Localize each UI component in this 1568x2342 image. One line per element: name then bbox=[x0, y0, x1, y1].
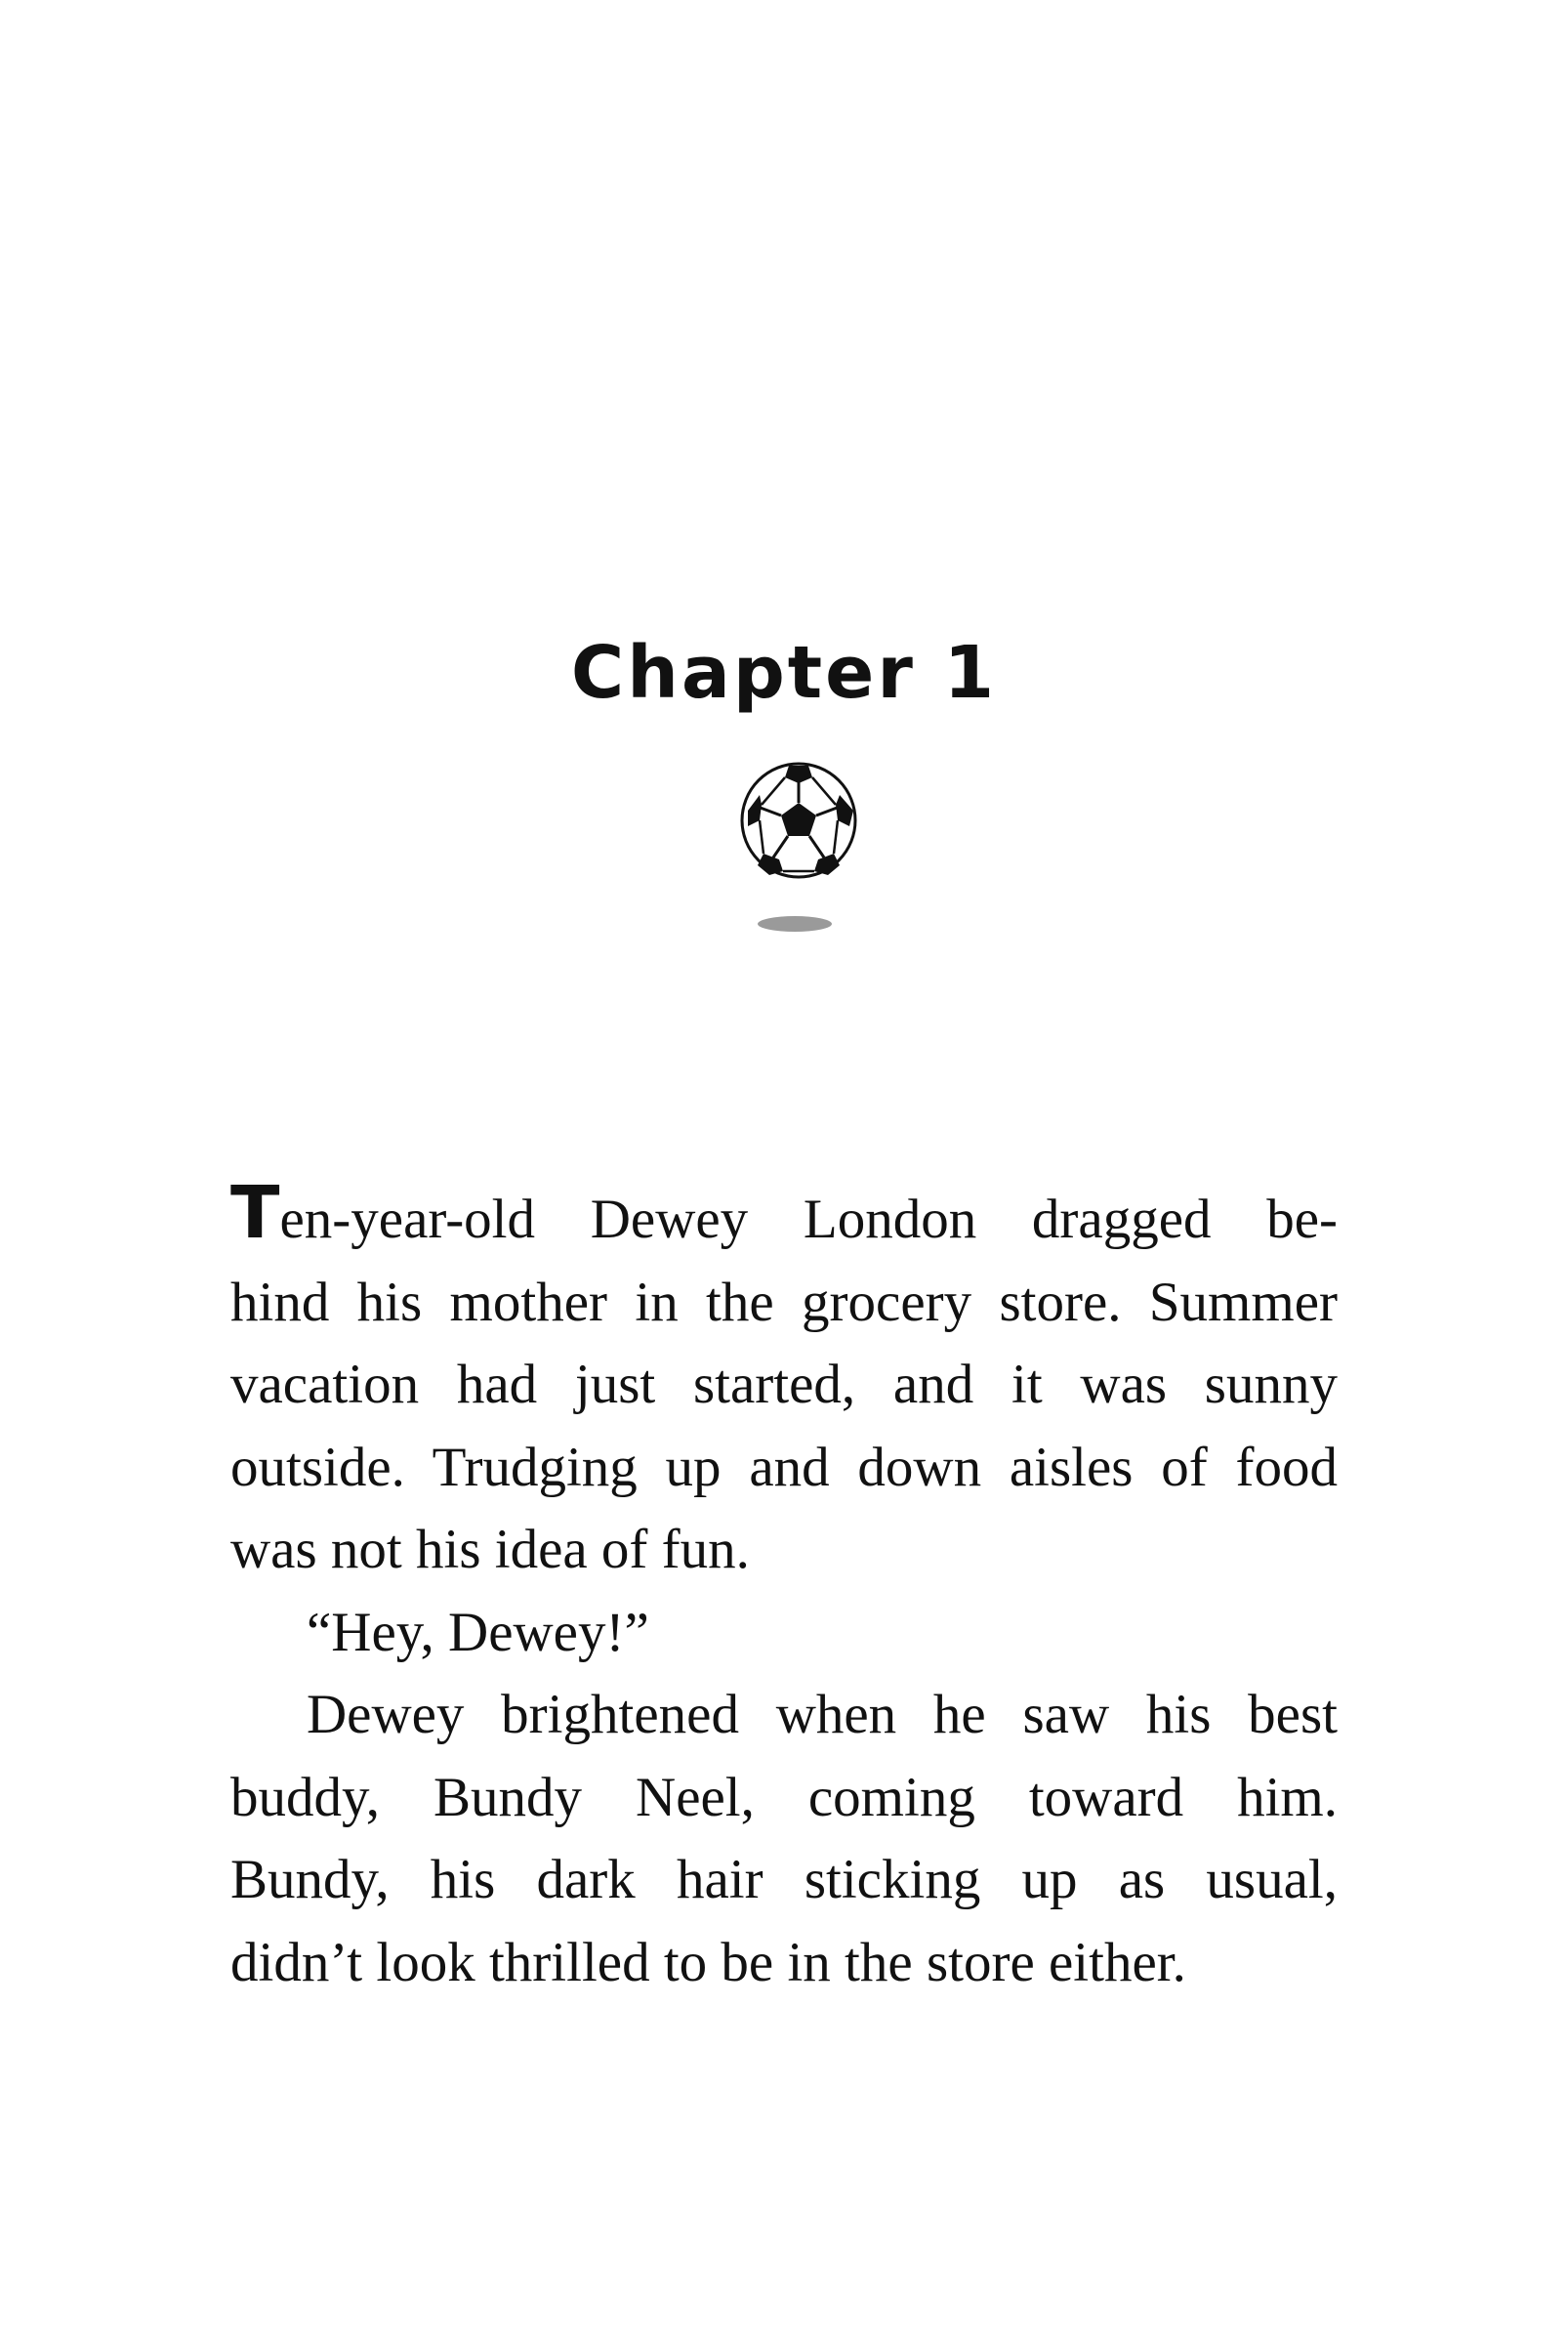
soccer-ball-icon bbox=[730, 752, 867, 947]
text-line-content: en-year-old Dewey London dragged be- bbox=[279, 1189, 1338, 1250]
text-line: Dewey brightened when he saw his best bbox=[307, 1684, 1338, 1745]
story-text bbox=[230, 1171, 1338, 2004]
paragraph-3 bbox=[230, 1674, 1338, 2004]
drop-cap: T bbox=[230, 1171, 280, 1255]
text-line bbox=[230, 1171, 1338, 1262]
text-line: hind his mother in the grocery store. Summer bbox=[230, 1271, 1338, 1333]
text-line: Bundy, his dark hair sticking up as usual, bbox=[230, 1849, 1338, 1910]
text-line: didn’t look thrilled to be in the store either. bbox=[230, 1931, 1186, 1993]
text-line: buddy, Bundy Neel, coming toward him. bbox=[230, 1766, 1338, 1828]
chapter-title: Chapter 1 bbox=[570, 631, 998, 715]
text-line: “Hey, Dewey!” bbox=[307, 1601, 649, 1663]
text-line: vacation had just started, and it was sunny bbox=[230, 1354, 1338, 1415]
text-line: was not his idea of fun. bbox=[230, 1519, 750, 1580]
paragraph-2 bbox=[230, 1592, 1338, 1675]
text-line: outside. Trudging up and down aisles of food bbox=[230, 1436, 1338, 1498]
paragraph-1 bbox=[230, 1171, 1338, 1592]
